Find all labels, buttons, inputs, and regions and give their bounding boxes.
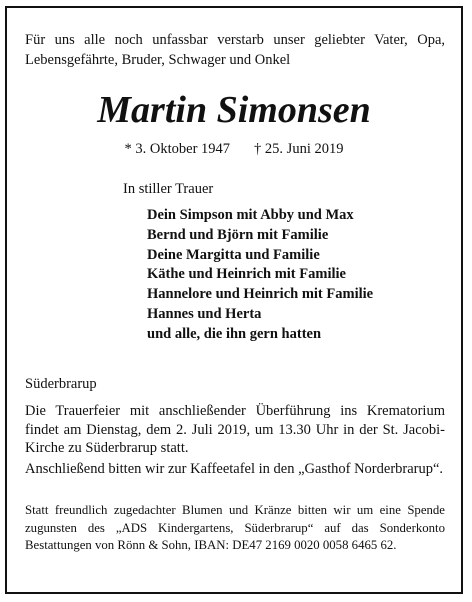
coffee-paragraph: Anschließend bitten wir zur Kaffeetafel in den „Gasthof Norderbrarup“. (25, 461, 444, 477)
mourner-line: Hannes und Herta (147, 305, 262, 322)
mourner-line: Deine Margitta und Familie (147, 246, 320, 263)
place-name: Süderbrarup (25, 376, 97, 392)
life-dates (7, 140, 461, 158)
mourner-line: und alle, die ihn gern hatten (147, 325, 322, 342)
death-date: † 25. Juni 2019 (254, 141, 344, 157)
mourner-line: Bernd und Björn mit Familie (147, 226, 329, 243)
funeral-paragraph: Die Trauerfeier mit anschließender Überführung ins Krematorium findet am Dienstag, dem 2. Juli 2019, um 13.30 Uhr in der St. Jacobi-Kirche zu Süderbrarup statt. (25, 403, 445, 456)
intro-text: Für uns alle noch unfassbar verstarb unser geliebter Vater, Opa, Lebensgefährte, Bruder, Schwager und Onkel (25, 32, 445, 68)
donation-paragraph: Statt freundlich zugedachter Blumen und Kränze bitten wir um eine Spende zugunsten des „ADS Kindergartens, Süderbrarup“ auf das Sonderkonto Bestattungen von Rönn & Sohn, IBAN: DE47 2169 0020 0058 6465 62. (25, 503, 445, 552)
mourner-line: Käthe und Heinrich mit Familie (147, 266, 346, 283)
mourners-list (147, 206, 373, 345)
mourner-line: Hannelore und Heinrich mit Familie (147, 286, 374, 303)
obituary-notice (5, 6, 463, 594)
mourner-line: Dein Simpson mit Abby und Max (147, 207, 354, 223)
deceased-name: Martin Simonsen (97, 89, 371, 131)
birth-date: * 3. Oktober 1947 (124, 141, 231, 157)
mourning-label: In stiller Trauer (123, 181, 214, 197)
